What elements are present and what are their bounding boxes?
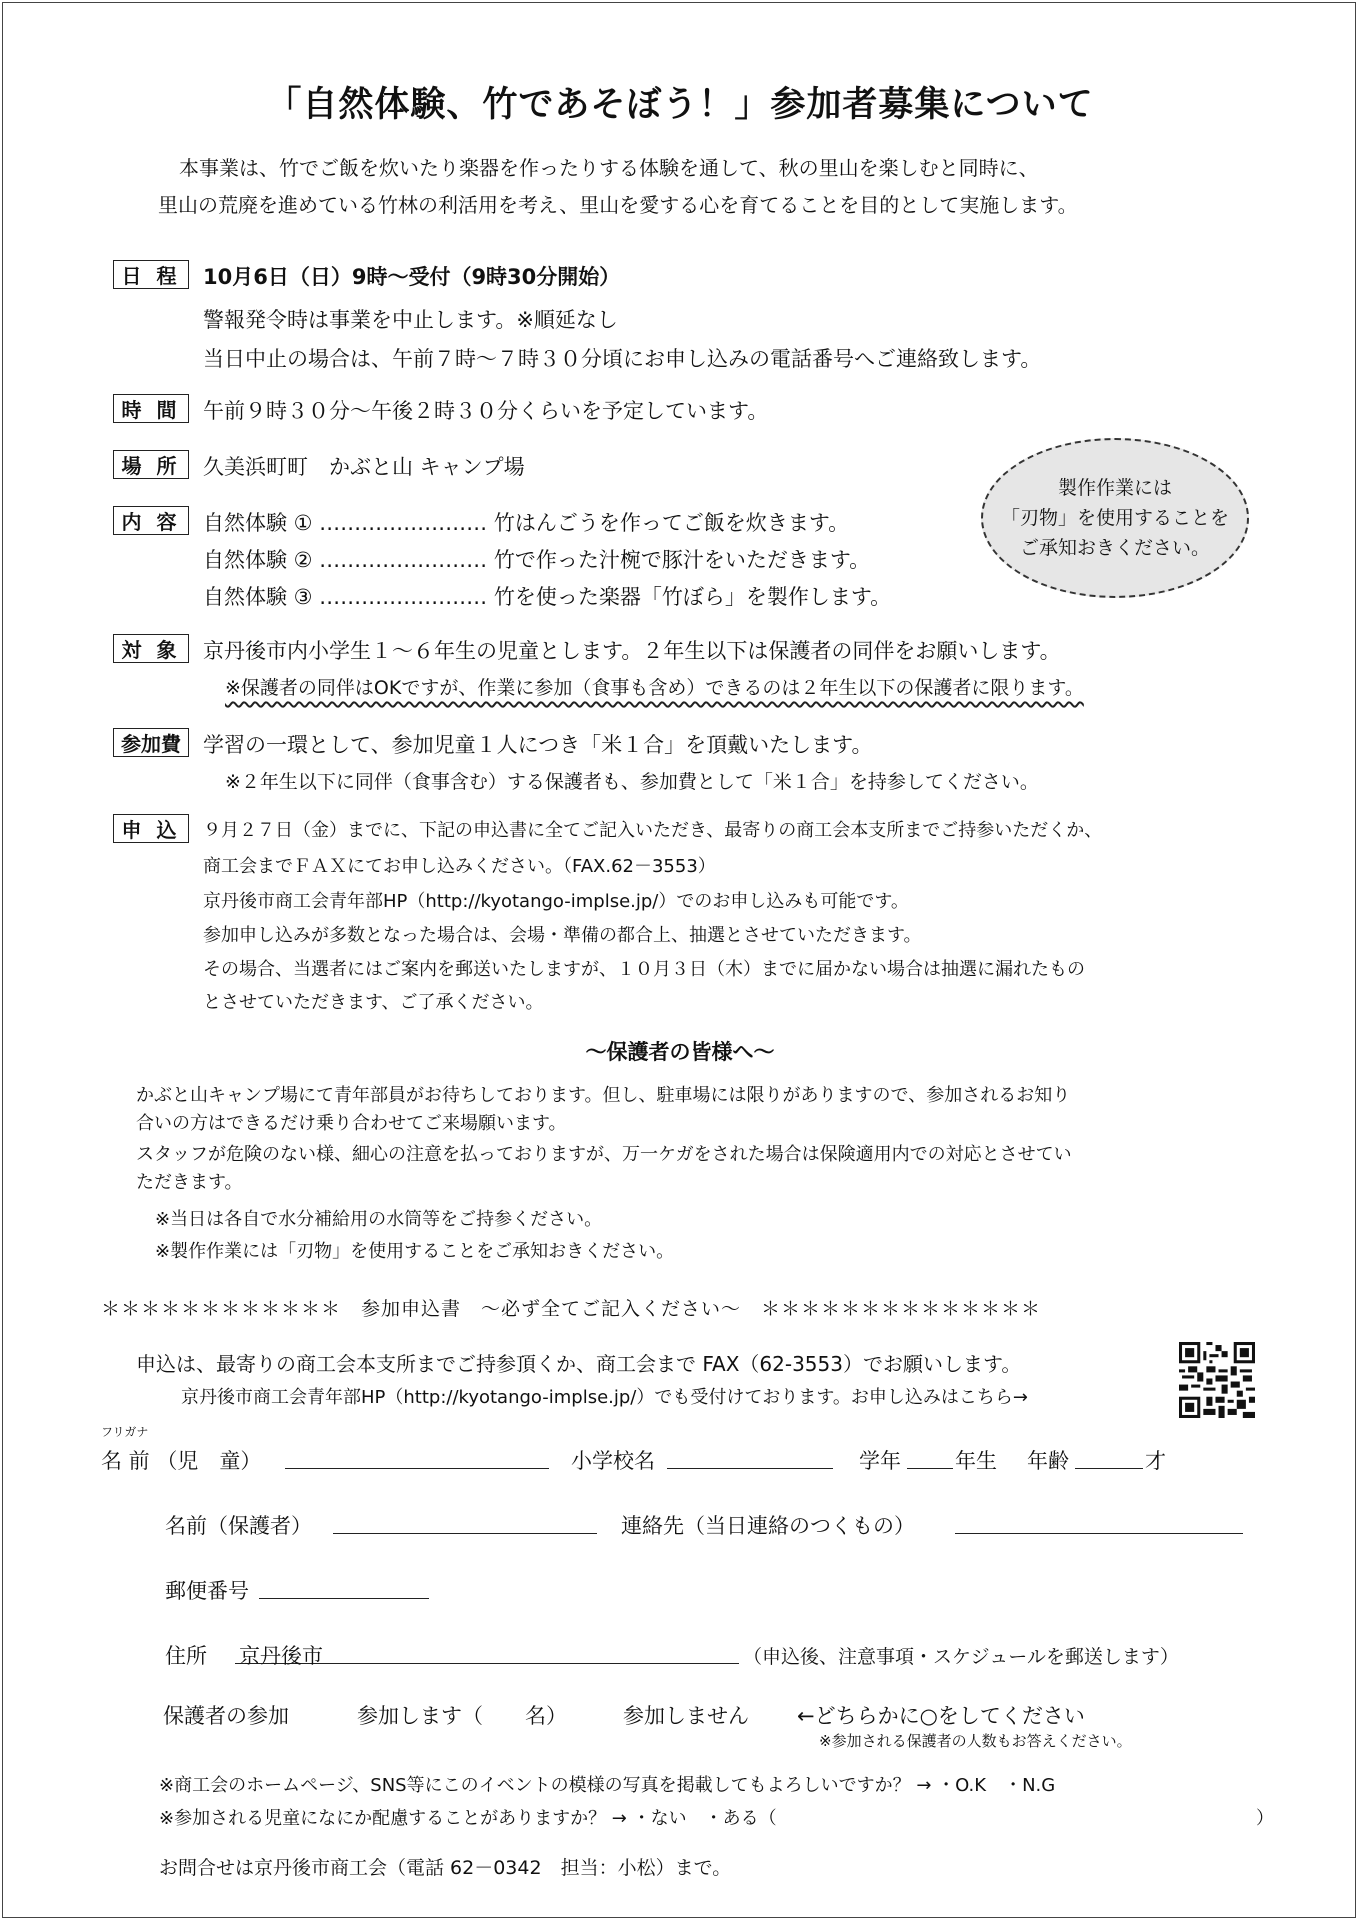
guardian-name-label: 名前（保護者） xyxy=(165,1514,312,1538)
circle-instruction: ←どちらかに○をしてください xyxy=(797,1704,1085,1728)
callout-line-2: 「刃物」を使用することを xyxy=(1000,507,1229,529)
school-label: 小学校名 xyxy=(571,1449,655,1473)
apply-line-4: 参加申し込みが多数となった場合は、会場・準備の都合上、抽選とさせていただきます。 xyxy=(203,925,922,946)
place-text: 久美浜町町 かぶと山 キャンプ場 xyxy=(203,455,525,479)
address-prefilled: 京丹後市 xyxy=(239,1644,323,1668)
apply-line-6: とさせていただきます、ご了承ください。 xyxy=(203,992,544,1013)
guardians-heading: ～保護者の皆様へ～ xyxy=(585,1040,775,1064)
place-label: 場 所 xyxy=(113,450,189,479)
guardian-name-field[interactable] xyxy=(333,1508,597,1534)
age-field[interactable] xyxy=(1075,1443,1143,1469)
apply-line-1: ９月２７日（金）までに、下記の申込書に全てご記入いただき、最寄りの商工会本支所までご持参いただくか、 xyxy=(203,820,1103,841)
guardians-note-1: ※当日は各自で水分補給用の水筒等をご持参ください。 xyxy=(155,1209,603,1230)
fee-label: 参加費 xyxy=(113,728,189,757)
photo-question: ※商工会のホームページ、SNS等にこのイベントの模様の写真を掲載してもよろしいですか？ → ・O.K ・N.G xyxy=(159,1775,1056,1796)
guardians-line-3: スタッフが危険のない様、細心の注意を払っておりますが、万一ケガをされた場合は保険適用内での対応とさせてい xyxy=(136,1144,1072,1165)
apply-line-3: 京丹後市商工会青年部HP（http://kyotango-implse.jp/）でのお申し込みも可能です。 xyxy=(203,891,909,912)
schedule-label: 日 程 xyxy=(113,260,189,289)
target-label: 対 象 xyxy=(113,634,189,663)
form-hp-text: 京丹後市商工会青年部HP（http://kyotango-implse.jp/）でも受付けております。お申し込みはこちら→ xyxy=(181,1387,1029,1408)
callout-line-3: ご承知おきください。 xyxy=(1019,537,1210,559)
apply-line-5: その場合、当選者にはご案内を郵送いたしますが、１０月３日（木）までに届かない場合は抽選に漏れたもの xyxy=(203,959,1085,980)
contact-info: お問合せは京丹後市商工会（電話 62－0342 担当：小松）まで。 xyxy=(159,1857,732,1879)
postal-label: 郵便番号 xyxy=(165,1579,249,1603)
furigana-label: フリガナ xyxy=(101,1425,149,1439)
schedule-date: 10月6日（日）9時～受付（9時30分開始） xyxy=(203,265,621,289)
flyer-page xyxy=(2,2,1356,1918)
guardians-line-4: ただきます。 xyxy=(136,1172,243,1193)
content-item-3: 自然体験 ③ …………………… 竹を使った楽器「竹ぼら」を製作します。 xyxy=(203,585,892,609)
not-attend-option[interactable]: 参加しません xyxy=(623,1704,749,1728)
time-label: 時 間 xyxy=(113,394,189,423)
grade-field[interactable] xyxy=(907,1443,953,1469)
page-title: 「自然体験、竹であそぼう！」参加者募集について xyxy=(266,85,1094,125)
consider-question: ※参加される児童になにか配慮することがありますか？ → ・ない ・ある（ xyxy=(159,1808,777,1829)
address-note: （申込後、注意事項・スケジュールを郵送します） xyxy=(743,1646,1179,1668)
child-name-field[interactable] xyxy=(285,1443,549,1469)
count-note: ※参加される保護者の人数もお答えください。 xyxy=(819,1732,1132,1750)
consider-close-paren: ） xyxy=(1256,1808,1274,1829)
target-note: ※保護者の同伴はOKですが、作業に参加（食事も含め）できるのは２年生以下の保護者に限ります。 xyxy=(225,677,1084,699)
attend-option[interactable]: 参加します（ 名） xyxy=(357,1704,567,1728)
grade-label: 学年 xyxy=(859,1449,901,1473)
form-header: ＊＊＊＊＊＊＊＊＊＊＊＊ 参加申込書 ～必ず全てご記入ください～ ＊＊＊＊＊＊＊＊＊＊＊＊＊＊ xyxy=(101,1298,1042,1320)
schedule-line-2: 当日中止の場合は、午前７時～７時３０分頃にお申し込みの電話番号へご連絡致します。 xyxy=(203,347,1042,371)
apply-line-2: 商工会までＦＡＸにてお申し込みください。（FAX.62－3553） xyxy=(203,856,716,877)
schedule-line-1: 警報発令時は事業を中止します。※順延なし xyxy=(203,308,618,332)
content-item-1: 自然体験 ① …………………… 竹はんごうを作ってご飯を炊きます。 xyxy=(203,511,850,535)
callout-line-1: 製作作業には xyxy=(1057,477,1172,499)
child-name-label: 名 前 （児 童） xyxy=(101,1449,262,1473)
qr-code-icon[interactable] xyxy=(1179,1342,1255,1418)
contact-label: 連絡先（当日連絡のつくもの） xyxy=(621,1514,915,1538)
target-text: 京丹後市内小学生１～６年生の児童とします。２年生以下は保護者の同伴をお願いします。 xyxy=(203,639,1061,663)
participation-label: 保護者の参加 xyxy=(163,1704,289,1728)
address-label: 住所 xyxy=(165,1644,207,1668)
postal-field[interactable] xyxy=(259,1573,429,1599)
guardians-note-2: ※製作作業には「刃物」を使用することをご承知おきください。 xyxy=(155,1241,675,1262)
grade-unit: 年生 xyxy=(955,1449,997,1473)
guardians-line-1: かぶと山キャンプ場にて青年部員がお待ちしております。但し、駐車場には限りがありますので、参加されるお知り xyxy=(136,1085,1071,1106)
content-item-2: 自然体験 ② …………………… 竹で作った汁椀で豚汁をいただきます。 xyxy=(203,548,871,572)
content-label: 内 容 xyxy=(113,506,189,535)
contact-field[interactable] xyxy=(955,1508,1243,1534)
fee-text: 学習の一環として、参加児童１人につき「米１合」を頂戴いたします。 xyxy=(203,733,873,757)
form-instruction: 申込は、最寄りの商工会本支所までご持参頂くか、商工会まで FAX（62-3553）でお願いします。 xyxy=(136,1352,1022,1376)
time-text: 午前９時３０分～午後２時３０分くらいを予定しています。 xyxy=(203,399,769,423)
age-label: 年齢 xyxy=(1027,1449,1069,1473)
school-field[interactable] xyxy=(667,1443,833,1469)
fee-note: ※２年生以下に同伴（食事含む）する保護者も、参加費として「米１合」を持参してください。 xyxy=(225,771,1039,793)
guardians-line-2: 合いの方はできるだけ乗り合わせてご来場願います。 xyxy=(136,1113,567,1134)
intro-line-2: 里山の荒廃を進めている竹林の利活用を考え、里山を愛する心を育てることを目的として実施します。 xyxy=(158,193,1078,217)
apply-label: 申 込 xyxy=(113,814,189,843)
age-unit: 才 xyxy=(1145,1449,1166,1473)
blade-warning-callout xyxy=(981,438,1249,598)
intro-line-1: 本事業は、竹でご飯を炊いたり楽器を作ったりする体験を通して、秋の里山を楽しむと同時に、 xyxy=(179,156,1039,180)
